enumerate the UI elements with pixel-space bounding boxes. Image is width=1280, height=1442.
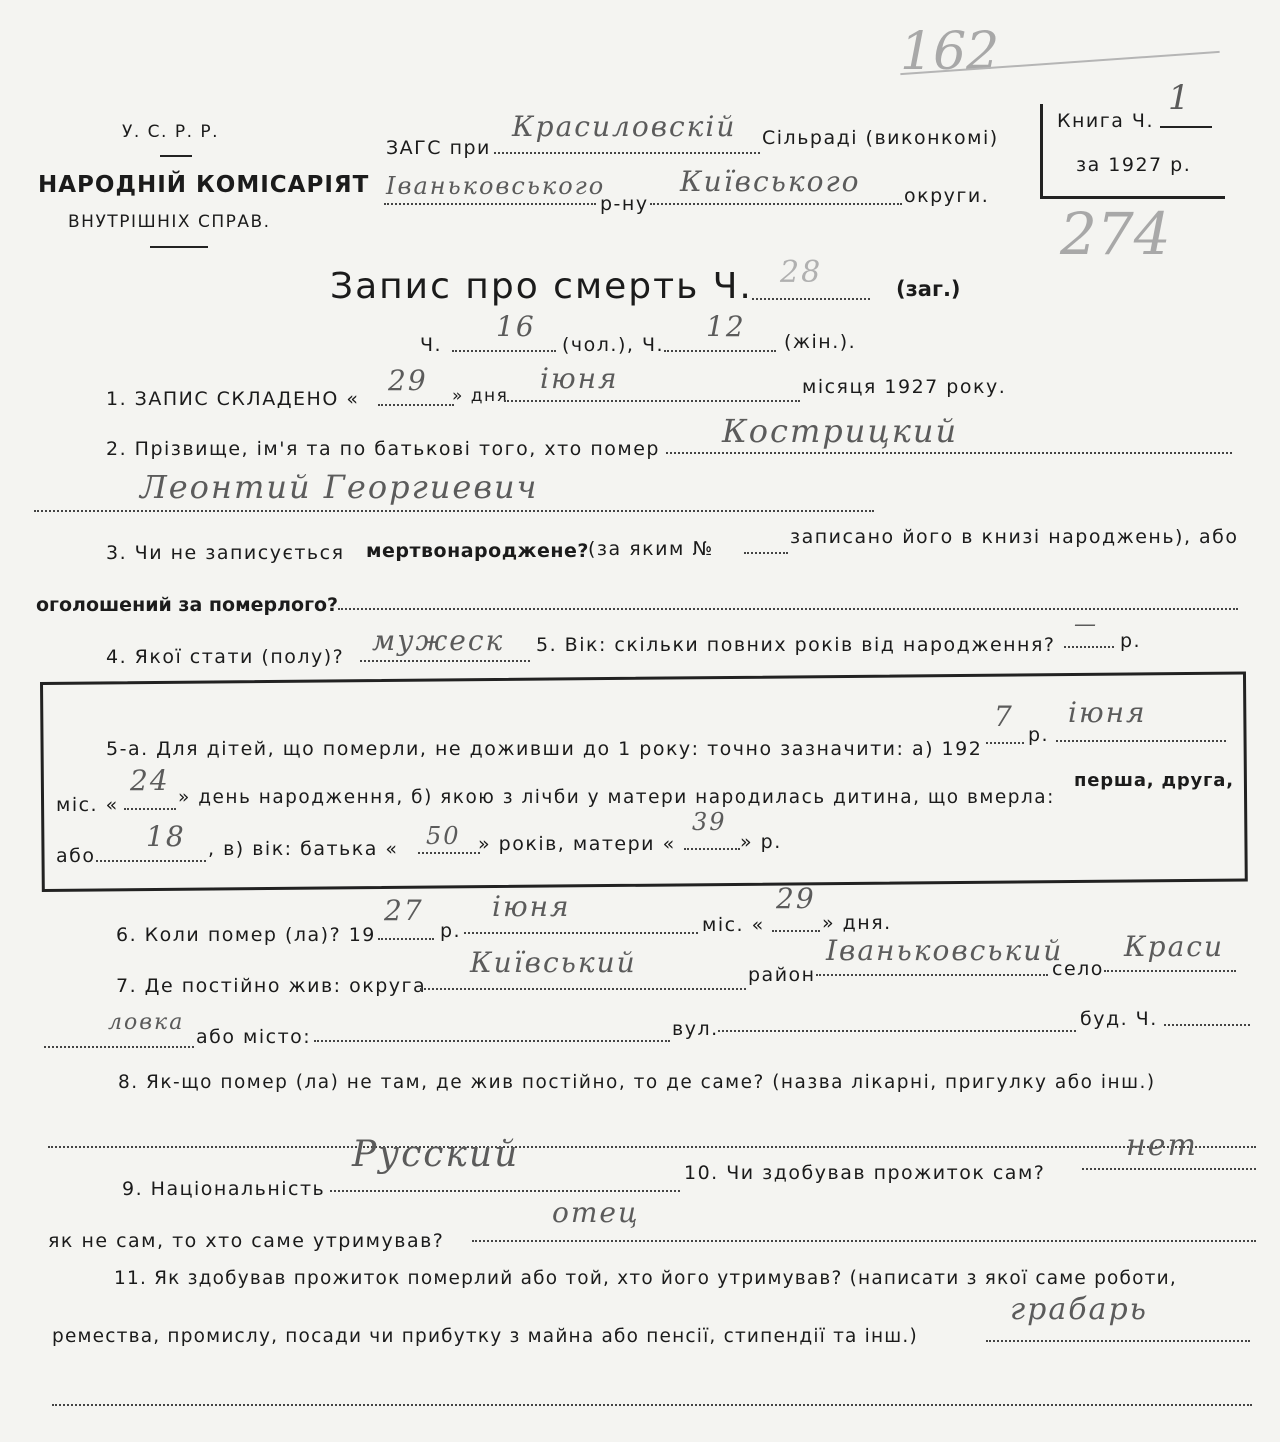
record-number: 28	[780, 255, 823, 290]
q1-day-dots	[378, 404, 454, 406]
box-month-dots	[1056, 740, 1226, 742]
q2-surname: Кострицкий	[722, 412, 959, 450]
book-label: Книга Ч.	[1057, 110, 1154, 132]
q6-day: 29	[776, 882, 816, 915]
q5-value: —	[1074, 612, 1098, 637]
box-day: 24	[130, 764, 170, 797]
male-number: 16	[496, 310, 536, 343]
okrug-dots	[650, 203, 902, 205]
pencil-archive-number: 162	[900, 22, 1000, 82]
box-year-dots	[986, 742, 1024, 744]
q3-birth-book: записано його в книзі народжень), або	[790, 526, 1239, 548]
box-month: іюня	[1068, 696, 1147, 729]
q1-prefix: 1. ЗАПИС СКЛАДЕНО «	[106, 388, 360, 410]
box-year: 7	[994, 700, 1014, 733]
q7-okrug-dots	[420, 988, 746, 990]
book-number-line	[1160, 126, 1212, 128]
q1-day: 29	[388, 364, 428, 397]
q10b-value: отец	[552, 1196, 640, 1229]
box-line1: 5-а. Для дітей, що померли, не доживши до 1 року: точно зазначити: а) 192	[106, 738, 983, 760]
q11-label: 11. Як здобував прожиток померлий або той, хто його утримував? (написати з якої саме роботи,	[114, 1268, 1177, 1289]
zags-dots	[494, 152, 760, 154]
record-title: Запис про смерть Ч.	[330, 266, 753, 307]
q5-dots	[1064, 646, 1114, 648]
q10-dots	[1082, 1168, 1256, 1170]
q3-number-dots	[744, 552, 788, 554]
q1-day-label: » дня	[452, 386, 509, 406]
q3-which-number: (за яким №	[588, 538, 714, 560]
okrug-value: Київського	[680, 165, 861, 198]
council-label: Сільраді (виконкомі)	[762, 127, 999, 149]
box-year-unit: р.	[1028, 724, 1050, 746]
q7-cont-dots	[44, 1046, 194, 1048]
q5-unit: р.	[1120, 630, 1142, 652]
box-month-label: міс. «	[56, 794, 119, 816]
q7-vul-dots	[718, 1030, 1076, 1032]
q9-value: Русский	[352, 1134, 520, 1175]
box-mother-label: » років, матери «	[478, 833, 676, 855]
q10-label: 10. Чи здобував прожиток сам?	[684, 1162, 1046, 1184]
q7-vul-label: вул.	[672, 1018, 719, 1040]
q7-misto-label: або місто:	[196, 1026, 312, 1048]
box-day-dots	[124, 808, 176, 810]
book-year: за 1927 р.	[1076, 154, 1192, 176]
box-mother-dots	[684, 848, 740, 850]
ch-label-1: Ч.	[420, 334, 443, 356]
q3-label: 3. Чи не записується	[106, 542, 345, 564]
q10b-dots	[472, 1240, 1256, 1242]
q7-label: 7. Де постійно жив: округа	[116, 975, 427, 997]
q7-rayon-dots	[816, 974, 1048, 976]
male-label: (чол.), Ч.	[562, 334, 665, 356]
box-line2: » день народження, б) якою з лічби у матери народилась дитина, що вмерла:	[178, 787, 1055, 808]
female-no-dots	[664, 350, 776, 352]
box-or: або	[56, 845, 96, 867]
q9-dots	[330, 1190, 680, 1192]
q10b-label: як не сам, то хто саме утримував?	[48, 1230, 445, 1252]
q6-month-label: міс. «	[702, 914, 765, 936]
record-general-label: (заг.)	[896, 277, 961, 301]
zags-label: ЗАГС при	[386, 137, 491, 159]
q2-label: 2. Прізвище, ім'я та по батькові того, хто помер	[106, 438, 660, 460]
q10-value: нет	[1126, 1128, 1198, 1163]
q1-suffix: місяця 1927 року.	[802, 376, 1007, 398]
q1-month: іюня	[540, 362, 619, 395]
female-label: (жін.).	[784, 331, 857, 353]
q2-surname-dots	[666, 452, 1232, 454]
q3-stillborn: мертвонароджене?	[366, 540, 589, 562]
box-father-age: 50	[426, 822, 461, 850]
q8-dots	[48, 1146, 1256, 1148]
q11-value: грабарь	[1010, 1292, 1148, 1327]
q7-selo: Краси	[1124, 930, 1225, 963]
divider	[150, 246, 208, 248]
header-ussr: У. С. Р. Р.	[122, 122, 220, 142]
q2-name: Леонтий Георгиевич	[140, 468, 539, 506]
q4-label: 4. Якої стати (полу)?	[106, 646, 345, 668]
q6-year-unit: р.	[440, 920, 462, 942]
male-no-dots	[452, 350, 556, 352]
female-number: 12	[706, 310, 746, 343]
q6-month-dots	[464, 932, 698, 934]
q2-name-dots	[34, 510, 874, 512]
okrug-label: округи.	[904, 185, 990, 207]
q9-label: 9. Національність	[122, 1178, 326, 1200]
box-ages-label: , в) вік: батька «	[208, 838, 399, 860]
header-commissariat: НАРОДНІЙ КОМІСАРІЯТ	[38, 172, 370, 198]
zags-value: Красиловскій	[512, 110, 737, 143]
q7-misto-dots	[314, 1040, 670, 1042]
divider	[160, 155, 192, 157]
q7-okrug: Київський	[470, 946, 637, 979]
q7-rayon: Іваньковський	[826, 934, 1064, 967]
q6-label: 6. Коли помер (ла)? 19	[116, 924, 376, 946]
box-first-second: перша, друга,	[1074, 770, 1234, 791]
q7-selo-cont: ловка	[108, 1010, 185, 1035]
book-number: 1	[1168, 78, 1192, 118]
q7-selo-label: село	[1052, 958, 1104, 980]
box-end: » р.	[740, 831, 782, 853]
q11-cont: ремества, промислу, посади чи прибутку з майна або пенсії, стипендії та інш.)	[52, 1326, 918, 1347]
rayon-label: р-ну	[600, 193, 649, 215]
box-order: 18	[146, 820, 186, 853]
q4-dots	[360, 660, 530, 662]
q6-year-dots	[378, 938, 434, 940]
q7-bud-dots	[1164, 1024, 1250, 1026]
q7-bud-label: буд. Ч.	[1080, 1008, 1158, 1030]
q3-declared-dead: оголошений за померлого?	[36, 594, 339, 616]
q7-selo-dots	[1104, 970, 1236, 972]
box-father-dots	[418, 852, 480, 854]
q6-day-dots	[772, 930, 820, 932]
q7-rayon-label: район	[748, 964, 816, 986]
q1-month-dots	[504, 400, 800, 402]
box-mother-age: 39	[692, 808, 727, 836]
rayon-value: Іваньковського	[386, 172, 606, 200]
q11-dots-2	[52, 1404, 1252, 1406]
q6-year: 27	[384, 894, 424, 927]
pencil-sheet-number: 274	[1060, 200, 1171, 268]
record-number-dots	[752, 298, 870, 300]
q8-label: 8. Як-що помер (ла) не там, де жив постійно, то де саме? (назва лікарні, пригулку або інш.)	[118, 1072, 1156, 1093]
box-order-dots	[96, 860, 206, 862]
q5-label: 5. Вік: скільки повних років від народження?	[536, 634, 1056, 656]
q6-month: іюня	[492, 890, 571, 923]
q11-dots	[986, 1340, 1250, 1342]
header-internal-affairs: ВНУТРІШНІХ СПРАВ.	[68, 212, 271, 232]
q4-value: мужеск	[372, 624, 505, 657]
q3-declared-dots	[338, 608, 1238, 610]
q6-end: » дня.	[822, 912, 892, 934]
rayon-dots	[384, 203, 596, 205]
